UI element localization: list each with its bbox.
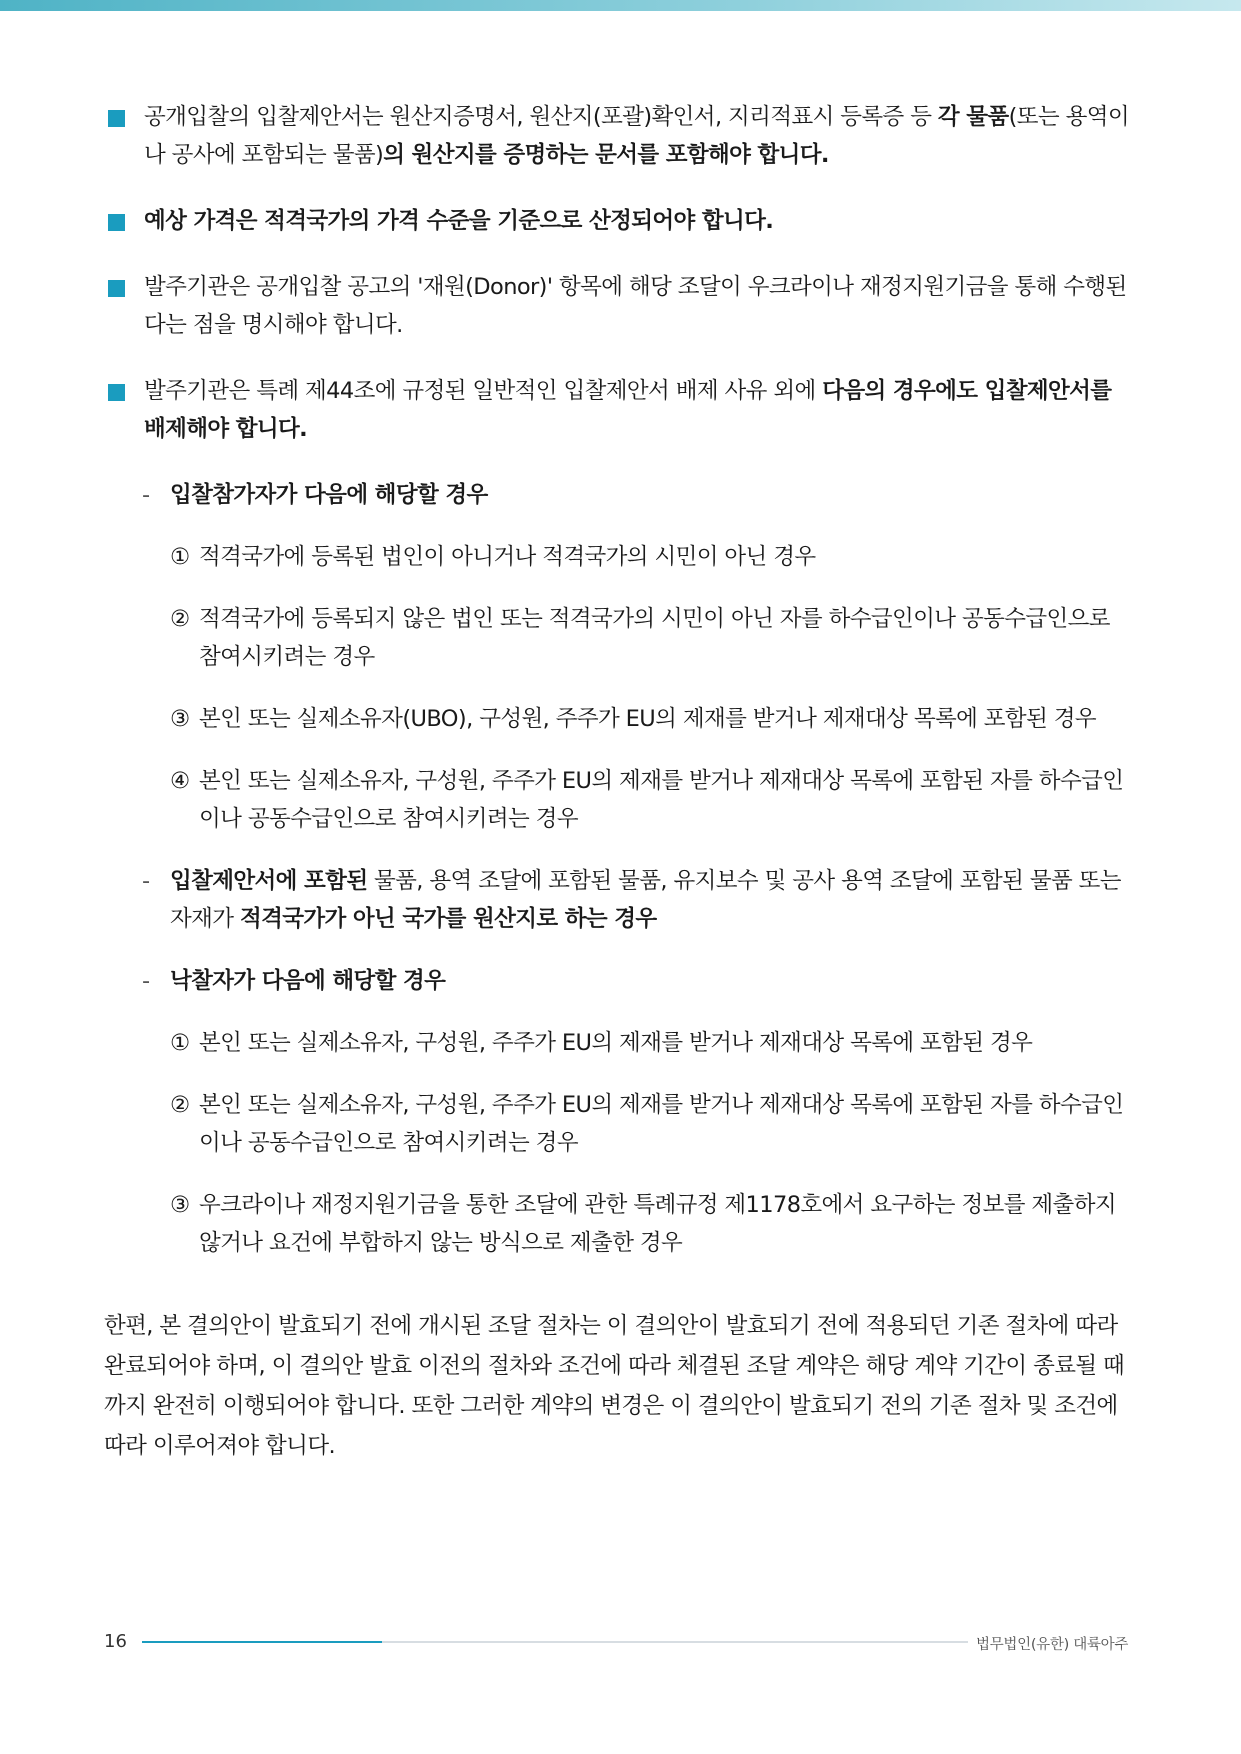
bullet-bold-text: 의 원산지를 증명하는 문서를 포함해야 합니다. (383, 142, 829, 168)
bullet-text: 발주기관은 특례 제44조에 규정된 일반적인 입찰제안서 배제 사유 외에 (144, 378, 823, 404)
section-origin-goods (104, 862, 1134, 938)
square-bullet-icon (108, 384, 125, 401)
bullet-bold-text: 예상 가격은 적격국가의 가격 수준을 기준으로 산정되어야 합니다. (144, 208, 774, 234)
dash-marker: - (142, 968, 150, 994)
section-heading: 입찰참가자가 다음에 해당할 경우 (170, 482, 488, 508)
bullet-exclusion (104, 372, 1134, 448)
item-text: 본인 또는 실제소유자, 구성원, 주주가 EU의 제재를 받거나 제재대상 목록에 포함된 자를 하수급인이나 공동수급인으로 참여시키려는 경우 (199, 768, 1124, 832)
top-accent-bar (0, 0, 1241, 11)
item-text: 적격국가에 등록되지 않은 법인 또는 적격국가의 시민이 아닌 자를 하수급인이나 공동수급인으로 참여시키려는 경우 (199, 606, 1110, 670)
bullet-origin-documents (104, 98, 1134, 174)
square-bullet-icon (108, 280, 125, 297)
item-text: 본인 또는 실제소유자, 구성원, 주주가 EU의 제재를 받거나 제재대상 목록에 포함된 자를 하수급인이나 공동수급인으로 참여시키려는 경우 (199, 1092, 1124, 1156)
list-item (104, 1086, 1134, 1162)
square-bullet-icon (108, 110, 125, 127)
bullet-bold-text: 각 물품 (937, 104, 1009, 130)
item-number: ② (170, 1092, 190, 1118)
list-item (104, 700, 1134, 738)
item-text: 본인 또는 실제소유자, 구성원, 주주가 EU의 제재를 받거나 제재대상 목록에 포함된 경우 (199, 1030, 1033, 1056)
dash-marker: - (142, 482, 150, 508)
square-bullet-icon (108, 214, 125, 231)
page-content (104, 98, 1134, 1489)
footer-divider (142, 1641, 968, 1643)
list-item (104, 762, 1134, 838)
list-item (104, 600, 1134, 676)
section-bidder-heading (104, 476, 1134, 514)
bullet-donor-field (104, 268, 1134, 344)
section-bold-text: 입찰제안서에 포함된 (170, 868, 368, 894)
item-number: ② (170, 606, 190, 632)
bullet-text: 공개입찰의 입찰제안서는 원산지증명서, 원산지(포괄)확인서, 지리적표시 등록증 등 (144, 104, 938, 130)
section-heading: 낙찰자가 다음에 해당할 경우 (170, 968, 446, 994)
footer-brand: 법무법인(유한) 대륙아주 (976, 1637, 1129, 1653)
list-item (104, 1186, 1134, 1262)
bullet-estimated-price (104, 202, 1134, 240)
item-number: ③ (170, 1192, 190, 1218)
list-item (104, 538, 1134, 576)
footer-divider-accent (142, 1641, 382, 1643)
section-winner-heading (104, 962, 1134, 1000)
item-number: ④ (170, 768, 190, 794)
item-number: ① (170, 544, 190, 570)
bullet-bold-text: 다음의 경우에도 입찰제안서를 배제해야 합니다. (144, 378, 1112, 442)
item-number: ① (170, 1030, 190, 1056)
bullet-text: (또는 용역이나 공사에 포함되는 물품) (144, 104, 1129, 168)
page-number: 16 (104, 1631, 127, 1652)
item-text: 우크라이나 재정지원기금을 통한 조달에 관한 특례규정 제1178호에서 요구하는 정보를 제출하지 않거나 요건에 부합하지 않는 방식으로 제출한 경우 (199, 1192, 1116, 1256)
item-number: ③ (170, 706, 190, 732)
closing-paragraph: 한편, 본 결의안이 발효되기 전에 개시된 조달 절차는 이 결의안이 발효되기 전에 적용되던 기존 절차에 따라 완료되어야 하며, 이 결의안 발효 이전의 절차와 조건에 따라 체결된 조달 계약은 해당 계약 기간이 종료될 때까지 완전히 이행되어야 합니다. 또한 그러한 계약의 변경은 이 결의안이 발효되기 전의 기존 절차 및 조건에 따라 이루어져야 합니다. (104, 1313, 1125, 1459)
section-bold-text: 적격국가가 아닌 국가를 원산지로 하는 경우 (239, 906, 657, 932)
item-text: 본인 또는 실제소유자(UBO), 구성원, 주주가 EU의 제재를 받거나 제재대상 목록에 포함된 경우 (199, 706, 1097, 732)
list-item (104, 1024, 1134, 1062)
item-text: 적격국가에 등록된 법인이 아니거나 적격국가의 시민이 아닌 경우 (199, 544, 816, 570)
dash-marker: - (142, 868, 150, 894)
section-text: 물품, 용역 조달에 포함된 물품, 유지보수 및 공사 용역 조달에 포함된 물품 또는 자재가 (170, 868, 1121, 932)
bullet-text: 발주기관은 공개입찰 공고의 '재원(Donor)' 항목에 해당 조달이 우크라이나 재정지원기금을 통해 수행된다는 점을 명시해야 합니다. (144, 274, 1127, 338)
